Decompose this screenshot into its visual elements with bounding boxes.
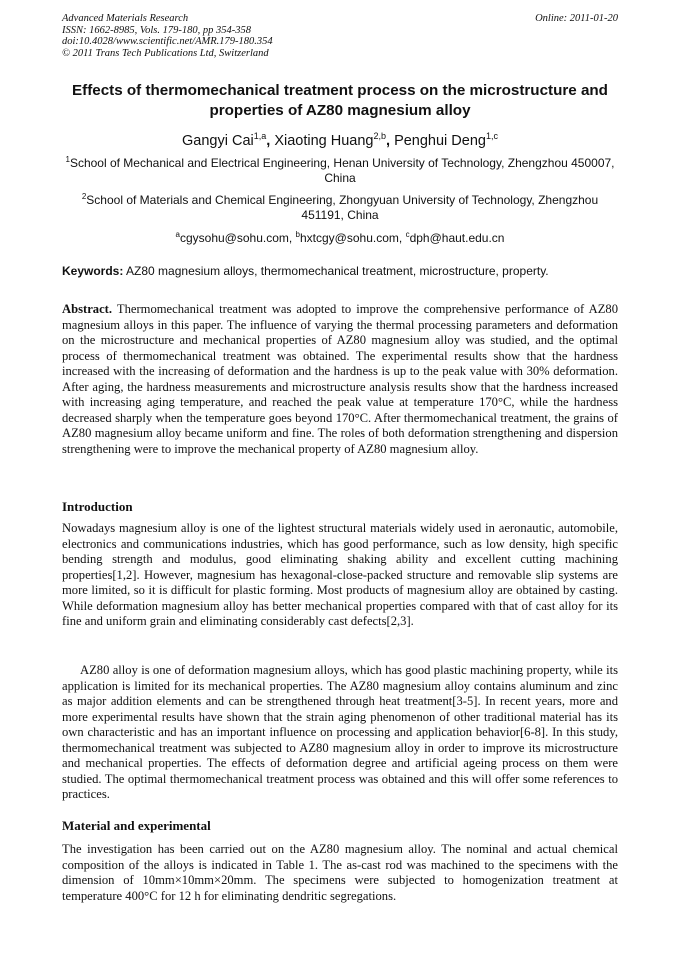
section-heading-material: Material and experimental [62,818,211,833]
author-emails: $^a$cgysohu@sohu.com, $^b$hxtcgy@sohu.com, $^c$dph@haut.edu.cn [175,230,505,245]
abstract [62,302,618,457]
introduction-paragraph: AZ80 alloy is one of deformation magnesium alloys, which has good plastic machining property, while its application is limited for its mechanical properties. The AZ80 magnesium alloy contains aluminum and zinc as major addition elements and can be strengthened through heat treatment[3-5]. In recent years, more and more experimental results have shown that the strain aging phenomenon of other traditional material has its own characteristic and has an important influence on processing and application behavior[6-8]. In this study, thermomechanical treatment was subjected to AZ80 magnesium alloy in order to improve its microstructure and mechanical properties. The effects of deformation degree and artificial ageing process on them were studied. The optimal thermomechanical treatment process was obtained and this will offer some references to practices. [62,663,618,802]
affiliation [62,193,618,224]
email-sup: b [295,230,300,239]
author-sup: 2,b [373,131,386,141]
author-sup: 1,a [253,131,267,141]
material-paragraph: The investigation has been carried out on the AZ80 magnesium alloy. The nominal and actual chemical composition of the alloys is indicated in Table 1. The as-cast rod was machined to the specimens with the dimension of 10mm×10mm×20mm. The specimens were subjected to homogenization treatment at temperature 400°C for 12 h for eliminating dendritic segregations. [62,842,618,903]
affiliation-text: School of Mechanical and Electrical Engineering, Henan University of Technology, Zhengzhou 450007, China [69,156,615,186]
doi-line: doi:10.4028/www.scientific.net/AMR.179-180.354 [62,36,273,48]
keywords-text: AZ80 magnesium alloys, thermomechanical treatment, microstructure, property. [126,264,549,278]
email-sup: c [405,230,410,239]
email-link[interactable]: dph@haut.edu.cn [409,231,505,245]
copyright-line: © 2011 Trans Tech Publications Ltd, Switzerland [62,47,269,59]
abstract-text: Thermomechanical treatment was adopted to improve the comprehensive performance of AZ80 magnesium alloys in this paper. The influence of varying the thermal processing parameters and deformation on the microstructure and mechanical properties of AZ80 magnesium alloy was studied, and the optimal process of thermomechanical treatment was obtained. The experimental results show that the hardness increased with the increasing of deformation and the hardness is up to the peak value with 30% deformation. After aging, the hardness measurements and microstructure analysis results show that the hardness increased with increasing aging temperature, and reached the peak value at temperature 170°C, while the hardness decreased sharply when the temperature goes beyond 170°C. After thermomechanical treatment, the grains of AZ80 magnesium alloy became uniform and fine. The roles of both deformation strengthening and dispersion strengthening were to improve the mechanical property of AZ80 magnesium alloy. [62,302,618,456]
affiliation-sup: 2 [81,192,87,201]
keywords-label: Keywords: [62,264,124,278]
author-name: Gangyi Cai [182,133,254,149]
author-list: Gangyi Cai$^{1,a}$, Xiaoting Huang$^{2,b}$, Penghui Deng$^{1,c}$ [182,131,498,149]
online-date: Online: 2011-01-20 [535,13,618,24]
author-sup: 1,c [485,131,498,141]
journal-header [62,13,618,59]
abstract-label: Abstract. [62,302,113,316]
issn-line: ISSN: 1662-8985, Vols. 179-180, pp 354-358 [62,24,251,36]
email-link[interactable]: hxtcgy@sohu.com [300,231,399,245]
email-sup: a [175,230,180,239]
affiliation [62,156,618,187]
author-name: Xiaoting Huang [274,133,374,149]
journal-name: Advanced Materials Research [62,13,189,24]
section-heading-introduction: Introduction [62,499,133,514]
email-link[interactable]: cgysohu@sohu.com [179,231,289,245]
paper-title: Effects of thermomechanical treatment process on the microstructure and properties of AZ80 magnesium alloy [72,82,608,119]
affiliation-sup: 1 [65,155,70,164]
keywords [62,264,618,279]
affiliation-text: School of Materials and Chemical Engineering, Zhongyuan University of Technology, Zhengzhou 451191, China [86,193,599,223]
introduction-paragraph: Nowadays magnesium alloy is one of the lightest structural materials widely used in aeronautic, automobile, electronics and communications industries, which has good performance, such as low density, high specific bending strength and modulus, good eliminating shaking ability and excellent cutting machining properties[1,2]. However, magnesium has hexagonal-close-packed structure and removable slip systems are more limited, so it is difficult for plastic forming. Most products of magnesium alloy are obtained by casting. While deformation magnesium alloy has better mechanical properties compared with that of cast alloy for its fine and uniform grain and eliminating considerably cast defects[2,3]. [62,521,618,629]
author-name: Penghui Deng [394,133,486,149]
